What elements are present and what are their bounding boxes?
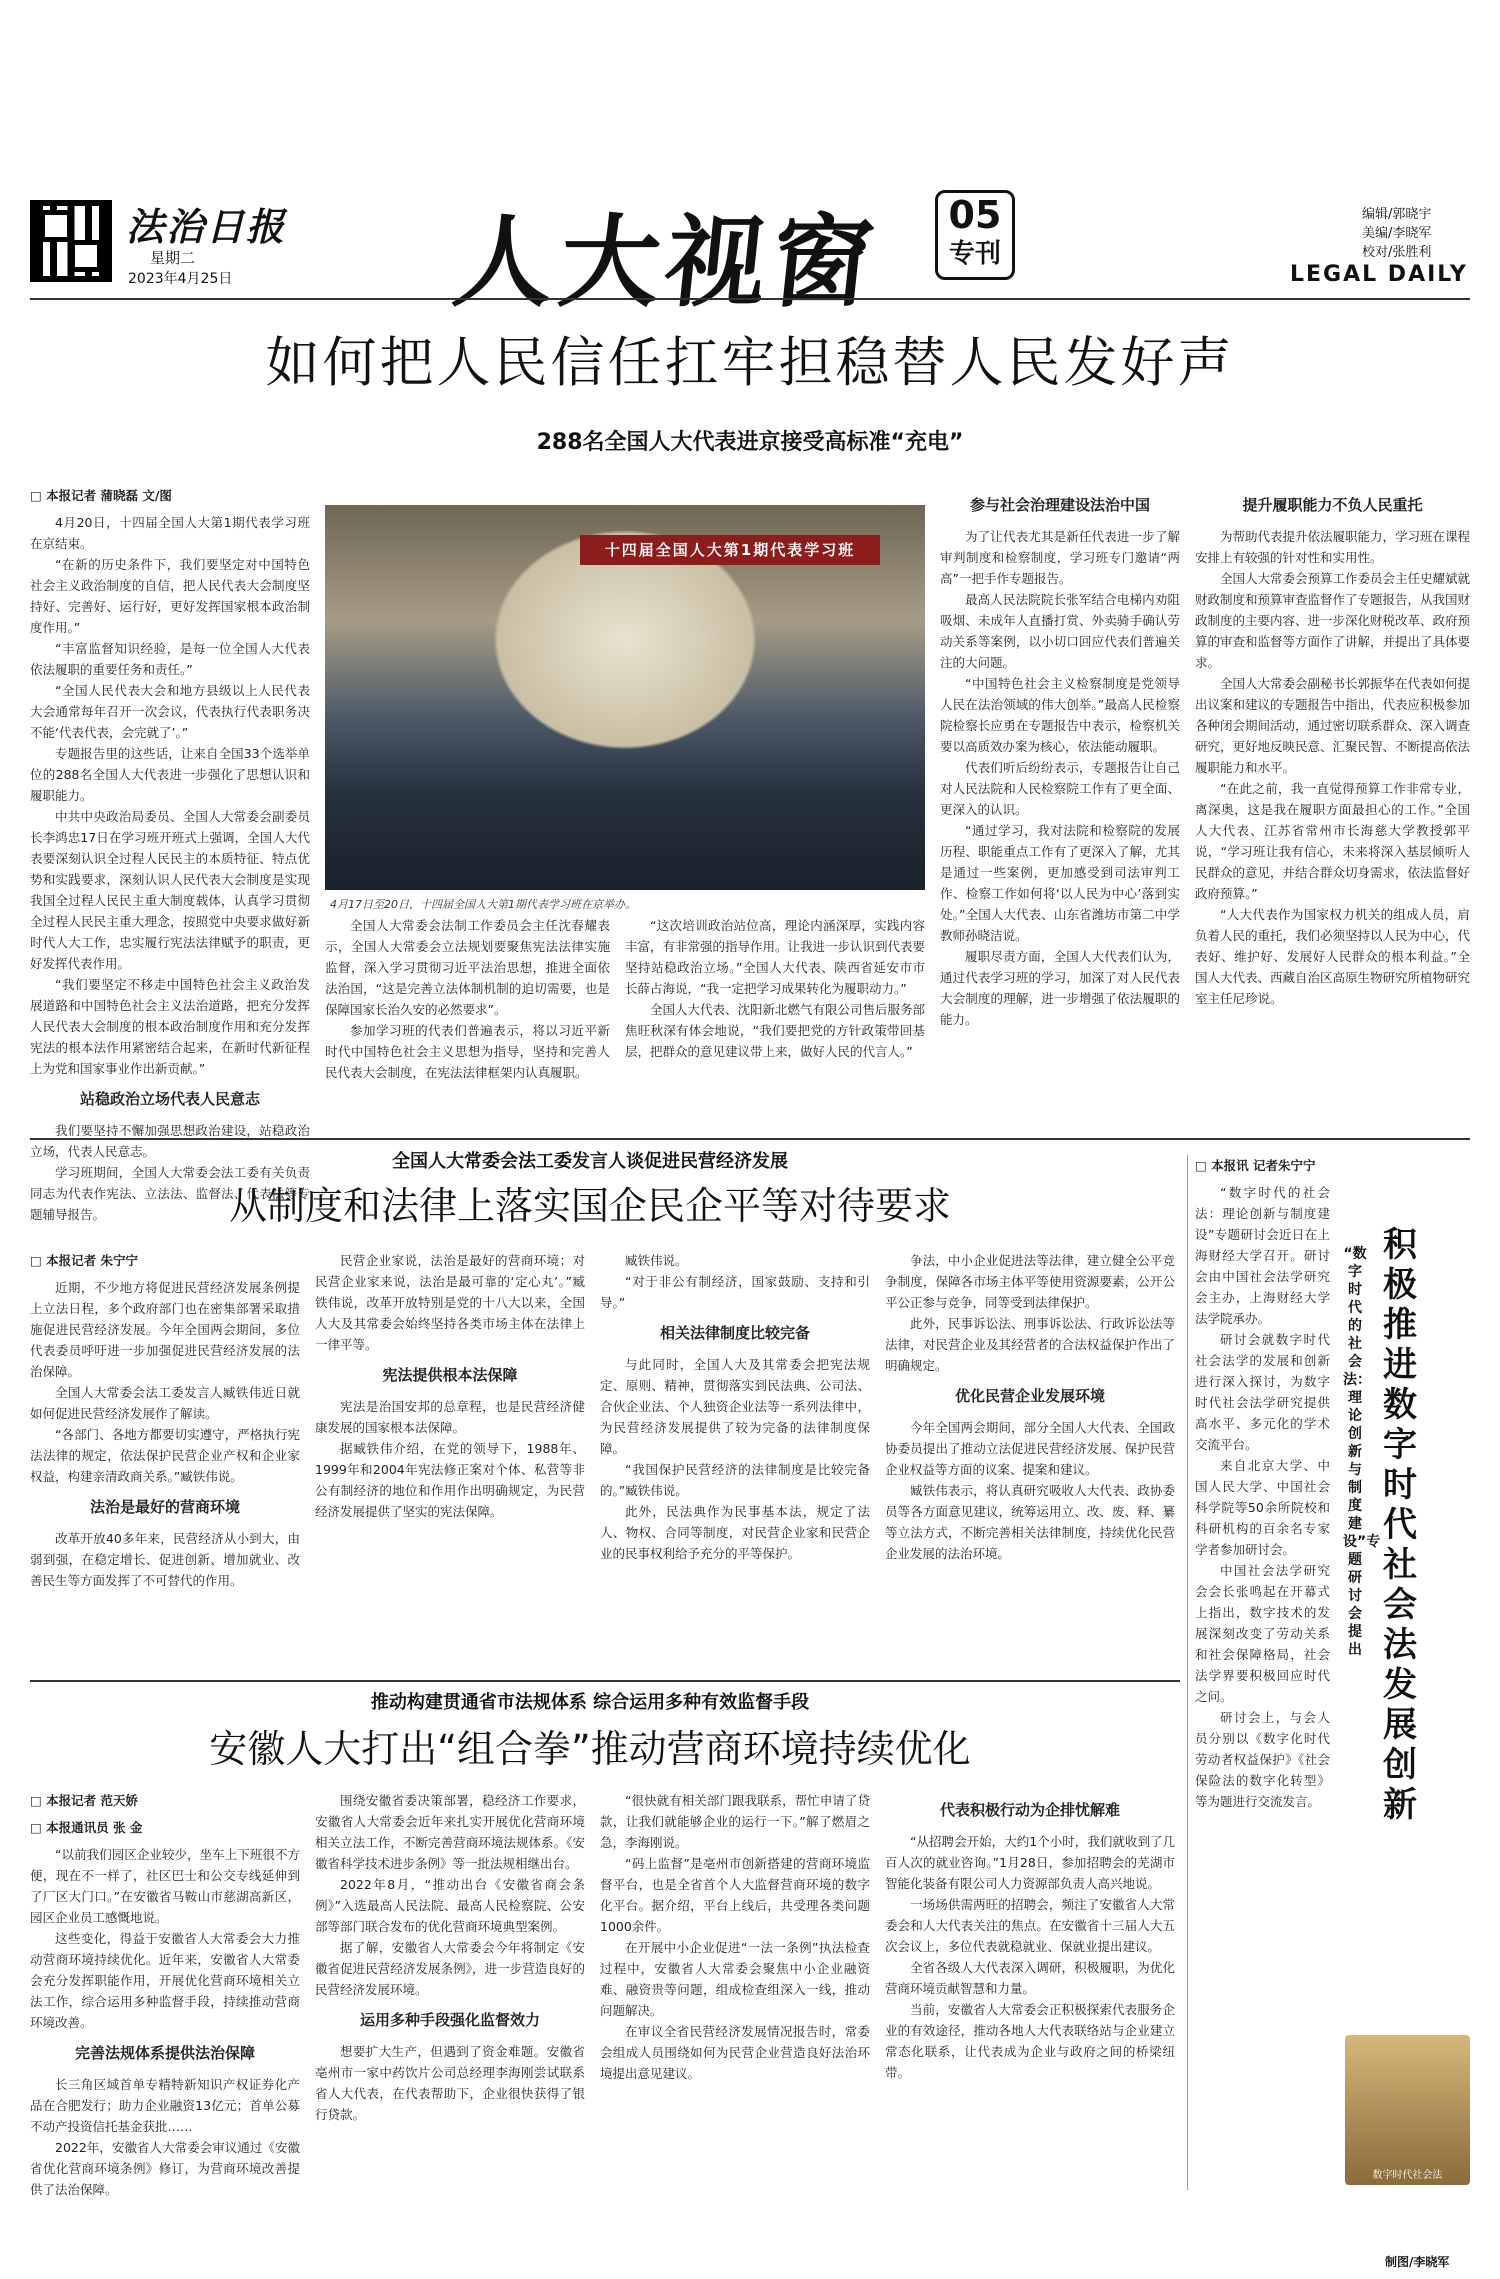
paragraph: 与此同时，全国人大及其常委会把宪法规定、原则、精神，贯彻落实到民法典、公司法、合伙企业法、个人独资企业法等一系列法律中，为民营经济发展提供了较为完备的法律制度保障。 bbox=[600, 1357, 870, 1456]
story2-pre-headline: 全国人大常委会法工委发言人谈促进民营经济发展 bbox=[392, 1151, 788, 1172]
paragraph: 臧铁伟表示，将认真研究吸收人大代表、政协委员等各方面意见建议，统筹运用立、改、废、释、纂等立法方式，不断完善相关法律制度，持续优化民营企业发展的法治环境。 bbox=[885, 1483, 1175, 1561]
page-number: 05 bbox=[948, 193, 1002, 237]
paragraph: 臧铁伟说。 bbox=[625, 1253, 688, 1268]
paragraph: 最高人民法院院长张军结合电梯内劝阻吸烟、未成年人直播打赏、外卖骑手确认劳动关系等案例，以小切口回应代表们普遍关注的大问题。 bbox=[940, 592, 1180, 670]
paragraph: 据臧铁伟介绍，在党的领导下，1988年、1999年和2004年宪法修正案对个体、私营等非公有制经济的地位和作用作出明确规定，为民营经济发展提供了坚实的宪法保障。 bbox=[315, 1441, 585, 1519]
paragraph: 专题报告里的这些话，让来自全国33个选举单位的288名全国人大代表进一步强化了思想认识和履职能力。 bbox=[30, 746, 310, 803]
paragraph: 宪法是治国安邦的总章程，也是民营经济健康发展的国家根本法保障。 bbox=[315, 1399, 585, 1435]
paragraph: 全国人大常委会副秘书长郭振华在代表如何提出议案和建议的专题报告中指出，代表应积极参加各种闭会期间活动，通过密切联系群众、深入调查研究，更好地反映民意、汇聚民智、不断提高依法履职能力和水平。 bbox=[1195, 676, 1470, 775]
paragraph: 民营企业家说，法治是最好的营商环境；对民营企业家来说，法治是最可靠的‘定心丸’。”臧铁伟说，改革开放特别是党的十八大以来，全国人大及其常委会始终坚持各类市场主体在法律上一律平等。 bbox=[315, 1253, 585, 1352]
weekday: 星期二 bbox=[150, 249, 196, 267]
story1-headline: 如何把人民信任扛牢担稳替人民发好声 bbox=[265, 331, 1235, 394]
section-heading: 参与社会治理建设法治中国 bbox=[969, 496, 1150, 514]
story3-headline: 安徽人大打出“组合拳”推动营商环境持续优化 bbox=[209, 1727, 971, 1771]
editorial-credits bbox=[1362, 205, 1431, 262]
paragraph: 参加学习班的代表们普遍表示，将以习近平新时代中国特色社会主义思想为指导，坚持和完善人民代表大会制度，在宪法法律框架内认真履职。 bbox=[325, 1023, 610, 1080]
sidebar-illustration bbox=[1345, 2035, 1470, 2185]
paragraph: “丰富监督知识经验，是每一位全国人大代表依法履职的重要任务和责任。” bbox=[30, 641, 310, 677]
section-heading: 优化民营企业发展环境 bbox=[954, 1387, 1105, 1405]
paragraph: “以前我们园区企业较少，坐车上下班很不方便，现在不一样了，社区巴士和公交专线延伸到了厂区大门口。”在安徽省马鞍山市慈湖高新区，园区企业员工感慨地说。 bbox=[30, 1847, 300, 1925]
paragraph: 全国人大常委会法制工作委员会主任沈春耀表示，全国人大常委会立法规划要聚焦宪法法律实施监督，深入学习贯彻习近平法治思想，推进全面依法治国，“这是完善立法体制机制的迫切需要，也是保障国家长治久安的必然要求”。 bbox=[325, 918, 610, 1017]
section-heading: 代表积极行动为企排忧解难 bbox=[939, 1801, 1120, 1819]
section-heading: 相关法律制度比较完备 bbox=[659, 1324, 810, 1342]
story1-photo bbox=[325, 505, 925, 890]
publication-date: 2023年4月25日 bbox=[128, 271, 233, 287]
paragraph: 研讨会就数字时代社会法学的发展和创新进行深入探讨，为数字时代社会法学研究提供高水平、多元化的学术交流平台。 bbox=[1195, 1332, 1330, 1452]
paragraph: 2022年，安徽省人大常委会审议通过《安徽省优化营商环境条例》修订，为营商环境改善提供了法治保障。 bbox=[30, 2140, 300, 2197]
paragraph: 4月20日，十四届全国人大第1期代表学习班在京结束。 bbox=[30, 515, 310, 551]
paragraph: 为帮助代表提升依法履职能力，学习班在课程安排上有较强的针对性和实用性。 bbox=[1195, 529, 1470, 565]
proofreader-credit: 校对/张胜利 bbox=[1362, 245, 1432, 260]
paragraph: “在新的历史条件下，我们要坚定对中国特色社会主义政治制度的自信，把人民代表大会制度坚持好、完善好、运行好，更好发挥国家根本政治制度作用。” bbox=[30, 557, 310, 635]
paragraph: 据了解，安徽省人大常委会今年将制定《安徽省促进民营经济发展条例》，进一步营造良好的民营经济发展环境。 bbox=[315, 1940, 585, 1997]
paragraph: 来自北京大学、中国人民大学、中国社会科学院等50余所院校和科研机构的百余名专家学者参加研讨会。 bbox=[1195, 1458, 1330, 1557]
story1-column-5 bbox=[1195, 485, 1470, 1230]
story2-column-1 bbox=[30, 1250, 300, 1670]
sidebar-subtitle: “数字时代的社会法：理论创新与制度建设”专题研讨会提出 bbox=[1343, 1246, 1381, 1658]
section-masthead: 人大视窗 bbox=[447, 204, 885, 321]
paragraph: “从招聘会开始，大约1个小时，我们就收到了几百人次的就业咨询。”1月28日，参加招聘会的芜湖市智能化装备有限公司人力资源部负责人高兴地说。 bbox=[885, 1834, 1175, 1891]
story3-column-4 bbox=[885, 1790, 1175, 2250]
paragraph: “这次培训政治站位高，理论内涵深厚，实践内容丰富，有非常强的指导作用。让我进一步认识到代表要坚持站稳政治立场。”全国人大代表、陕西省延安市市长薛占海说，“我一定把学习成果转化为履职动力。” bbox=[625, 918, 925, 996]
paragraph: 这些变化，得益于安徽省人大常委会大力推动营商环境持续优化。近年来，安徽省人大常委会充分发挥职能作用，开展优化营商环境相关立法工作，综合运用多种监督手段，持续推动营商环境改善。 bbox=[30, 1931, 300, 2030]
paragraph: 中共中央政治局委员、全国人大常委会副委员长李鸿忠17日在学习班开班式上强调，全国人大代表要深刻认识全过程人民民主的本质特征、特点优势和实践要求，深刻认识人民代表大会制度是实现我国全过程人民民主重大制度载体，认真学习贯彻全过程人民民主重大理念，按照党中央要求做好新时代人大工作，忠实履行宪法法律赋予的职责，更好发挥代表作用。 bbox=[30, 809, 310, 971]
story1-divider bbox=[30, 1138, 1470, 1140]
legal-daily-wordmark: LEGAL DAILY bbox=[1290, 262, 1468, 287]
paragraph: 此外，民事诉讼法、刑事诉讼法、行政诉讼法等法律，对民营企业及其经营者的合法权益保护作出了明确规定。 bbox=[885, 1316, 1175, 1373]
newspaper-logo: 法治日报 bbox=[126, 204, 287, 249]
paragraph: 近期，不少地方将促进民营经济发展条例提上立法日程，多个政府部门也在密集部署采取措施促进民营经济发展。今年全国两会期间，多位代表委员呼吁进一步加强促进民营经济发展的法治保障。 bbox=[30, 1280, 300, 1379]
paragraph: 为了让代表尤其是新任代表进一步了解审判制度和检察制度，学习班专门邀请“两高”一把手作专题报告。 bbox=[940, 529, 1180, 586]
paragraph: 长三角区域首单专精特新知识产权证券化产品在合肥发行；助力企业融资13亿元；首单公募不动产投资信托基金获批…… bbox=[30, 2077, 300, 2134]
paragraph: 争法，中小企业促进法等法律，建立健全公平竞争制度，保障各市场主体平等使用资源要素，公开公平公正参与竞争，同等受到法律保护。 bbox=[885, 1253, 1175, 1310]
paragraph: 想要扩大生产，但遇到了资金难题。安徽省亳州市一家中药饮片公司总经理李海刚尝试联系省人大代表，在代表帮助下，企业很快获得了银行贷款。 bbox=[315, 2044, 585, 2122]
paragraph: “我国保护民营经济的法律制度是比较完备的。”臧铁伟说。 bbox=[600, 1462, 870, 1498]
page-type: 专刊 bbox=[948, 239, 1001, 269]
sidebar-headline: 积极推进数字时代社会法发展创新 bbox=[1383, 1225, 1417, 1825]
paragraph: 研讨会上，与会人员分别以《数字化时代劳动者权益保护》《社会保险法的数字化转型》等为题进行交流发言。 bbox=[1195, 1710, 1330, 1809]
paragraph: 当前，安徽省人大常委会正积极探索代表服务企业的有效途径，推动各地人大代表联络站与企业建立常态化联系，让代表成为企业与政府之间的桥梁纽带。 bbox=[885, 2002, 1175, 2080]
section-heading: 法治是最好的营商环境 bbox=[89, 1498, 240, 1516]
section-heading: 站稳政治立场代表人民意志 bbox=[79, 1090, 260, 1108]
paragraph: 全省各级人大代表深入调研，积极履职，为优化营商环境贡献智慧和力量。 bbox=[885, 1960, 1175, 1996]
photo-caption: 4月17日至20日，十四届全国人大第1期代表学习班在京举办。 bbox=[330, 898, 636, 911]
story2-byline: □ 本报记者 朱宁宁 bbox=[30, 1253, 139, 1268]
header-divider bbox=[30, 298, 1470, 300]
qr-code-icon bbox=[30, 200, 112, 282]
story2-column-2 bbox=[315, 1250, 585, 1670]
story2-column-3 bbox=[600, 1250, 870, 1670]
paragraph: 全国人大常委会法工委发言人臧铁伟近日就如何促进民营经济发展作了解读。 bbox=[30, 1385, 300, 1421]
story1-subheadline: 288名全国人大代表进京接受高标准“充电” bbox=[536, 430, 964, 455]
paragraph: “各部门、各地方都要切实遵守，严格执行宪法法律的规定，依法保护民营企业产权和企业家权益，构建亲清政商关系。”臧铁伟说。 bbox=[30, 1427, 300, 1484]
story3-column-2 bbox=[315, 1790, 585, 2250]
paragraph: 改革开放40多年来，民营经济从小到大，由弱到强，在稳定增长、促进创新、增加就业、改善民生等方面发挥了不可替代的作用。 bbox=[30, 1531, 300, 1588]
paragraph: “人大代表作为国家权力机关的组成人员，肩负着人民的重托，我们必须坚持以人民为中心，代表好、维护好、发展好人民群众的根本利益。”全国人大代表、西藏自治区高原生物研究所植物研究室主任尼珍说。 bbox=[1195, 907, 1470, 1006]
paragraph: “中国特色社会主义检察制度是党领导人民在法治领域的伟大创举。”最高人民检察院检察长应勇在专题报告中表示，检察机关要以高质效办案为核心，依法能动履职。 bbox=[940, 676, 1180, 754]
story3-column-1 bbox=[30, 1790, 300, 2250]
paragraph: 今年全国两会期间，部分全国人大代表、全国政协委员提出了推动立法促进民营经济发展、保护民营企业权益等方面的议案、提案和建议。 bbox=[885, 1420, 1175, 1477]
sidebar-byline: □ 本报讯 记者朱宁宁 bbox=[1195, 1158, 1316, 1173]
paragraph: 围绕安徽省委决策部署，稳经济工作要求，安徽省人大常委会近年来扎实开展优化营商环境相关立法工作，不断完善营商环境法规体系。《安徽省科学技术进步条例》等一批法规相继出台。 bbox=[315, 1793, 585, 1871]
illustration-credit: 制图/李晓军 bbox=[1385, 2255, 1450, 2269]
story1-column-4 bbox=[940, 485, 1180, 1230]
paragraph: 在审议全省民营经济发展情况报告时，常委会组成人员围绕如何为民营企业营造良好法治环境提出意见建议。 bbox=[600, 2024, 870, 2081]
story2-divider bbox=[30, 1680, 1180, 1682]
story3-byline: □ 本报记者 范天娇 bbox=[30, 1793, 139, 1808]
story3-pre-headline: 推动构建贯通省市法规体系 综合运用多种有效监督手段 bbox=[370, 1692, 810, 1713]
paragraph: “在此之前，我一直觉得预算工作非常专业，离深奥，这是我在履职方面最担心的工作。”全国人大代表、江苏省常州市长海慈大学教授郭平说，“学习班让我有信心，未来将深入基层倾听人民群众的意见，并结合群众切身需求，依法监督好政府预算。” bbox=[1195, 781, 1470, 901]
story3-byline-correspondent: □ 本报通讯员 张 金 bbox=[30, 1820, 143, 1835]
designer-credit: 美编/李晓军 bbox=[1362, 226, 1432, 241]
paragraph: 全国人大常委会预算工作委员会主任史耀斌就财政制度和预算审查监督作了专题报告，从我国财政制度的主要内容、进一步深化财税改革、政府预算的审查和监督等方面作了讲解，并提出了具体要求。 bbox=[1195, 571, 1470, 670]
paragraph: 2022年8月，“推动出台《安徽省商会条例》”入选最高人民法院、最高人民检察院、公安部等部门联合发布的优化营商环境典型案例。 bbox=[315, 1877, 585, 1934]
paragraph: “很快就有相关部门跟我联系，帮忙申请了贷款，让我们就能够企业的运行一下。”解了燃眉之急，李海刚说。 bbox=[600, 1793, 870, 1850]
sidebar-column bbox=[1195, 1155, 1330, 2190]
paragraph: “我们要坚定不移走中国特色社会主义政治发展道路和中国特色社会主义法治道路，把充分发挥人民代表大会制度的根本政治制度作用和充分发挥宪法的根本法作用紧密结合起来，在新时代新征程上为党和国家事业作出新贡献。” bbox=[30, 977, 310, 1076]
page-number-box bbox=[935, 190, 1015, 280]
paragraph: 履职尽责方面，全国人大代表们认为，通过代表学习班的学习，加深了对人民代表大会制度的理解，进一步增强了依法履职的能力。 bbox=[940, 949, 1180, 1027]
section-heading: 运用多种手段强化监督效力 bbox=[359, 2011, 540, 2029]
paragraph: 全国人大代表、沈阳新北燃气有限公司售后服务部焦旺秋深有体会地说，“我们要把党的方针政策带回基层，把群众的意见建议带上来，做好人民的代言人。” bbox=[625, 1002, 925, 1059]
story2-headline: 从制度和法律上落实国企民企平等对待要求 bbox=[228, 1184, 951, 1228]
paragraph: “对于非公有制经济，国家鼓励、支持和引导。” bbox=[600, 1274, 870, 1310]
illustration-label: 数字时代社会法 bbox=[1372, 2170, 1443, 2181]
paragraph: “全国人民代表大会和地方县级以上人民代表大会通常每年召开一次会议，代表执行代表职务决不能‘代表代表，会完就了’。” bbox=[30, 683, 310, 740]
paragraph: “码上监督”是亳州市创新搭建的营商环境监督平台，也是全省首个人大监督营商环境的数字化平台。据介绍，平台上线后，共受理各类问题1000余件。 bbox=[600, 1856, 870, 1934]
story3-column-3 bbox=[600, 1790, 870, 2250]
sidebar-divider bbox=[1187, 1155, 1188, 2190]
paragraph: 在开展中小企业促进“一法一条例”执法检查过程中，安徽省人大常委会聚焦中小企业融资难、融资贵等问题，组成检查组深入一线，推动问题解决。 bbox=[600, 1940, 870, 2018]
story1-column-1 bbox=[30, 485, 310, 1230]
paragraph: “数字时代的社会法：理论创新与制度建设”专题研讨会近日在上海财经大学召开。研讨会由中国社会法学研究会主办，上海财经大学法学院承办。 bbox=[1195, 1185, 1330, 1326]
story2-column-4 bbox=[885, 1250, 1175, 1670]
paragraph: 此外，民法典作为民事基本法，规定了法人、物权、合同等制度，对民营企业家和民营企业的民事权利给予充分的平等保护。 bbox=[600, 1504, 870, 1561]
photo-banner: 十四届全国人大第1期代表学习班 bbox=[580, 535, 880, 565]
section-heading: 完善法规体系提供法治保障 bbox=[74, 2044, 255, 2062]
paragraph: 学习班期间，全国人大常委会法工委有关负责同志为代表作宪法、立法法、监督法、代表法等专题辅导报告。 bbox=[30, 1165, 310, 1222]
editor-credit: 编辑/郭晓宇 bbox=[1362, 207, 1432, 222]
section-heading: 提升履职能力不负人民重托 bbox=[1242, 496, 1423, 514]
paragraph: 一场场供需两旺的招聘会，频注了安徽省人大常委会和人大代表关注的焦点。在安徽省十三届人大五次会议上，多位代表就稳就业、保就业提出建议。 bbox=[885, 1897, 1175, 1954]
section-heading: 宪法提供根本法保障 bbox=[382, 1366, 518, 1384]
story1-byline: □ 本报记者 蒲晓磊 文/图 bbox=[30, 488, 172, 503]
paragraph: 代表们听后纷纷表示，专题报告让自己对人民法院和人民检察院工作有了更全面、更深入的认识。 bbox=[940, 760, 1180, 817]
paragraph: 中国社会法学研究会会长张鸣起在开幕式上指出，数字技术的发展深刻改变了劳动关系和社会保障格局，社会法学界要积极回应时代之问。 bbox=[1195, 1563, 1330, 1704]
paragraph: 我们要坚持不懈加强思想政治建设，站稳政治立场，代表人民意志。 bbox=[30, 1123, 310, 1159]
paragraph: “通过学习，我对法院和检察院的发展历程、职能重点工作有了更深入了解，尤其是通过一些案例，更加感受到司法审判工作、检察工作如何将‘以人民为中心’落到实处。”全国人大代表、山东省潍坊市第二中学教师孙晓洁说。 bbox=[940, 823, 1180, 943]
sidebar-story bbox=[1195, 1155, 1470, 2190]
